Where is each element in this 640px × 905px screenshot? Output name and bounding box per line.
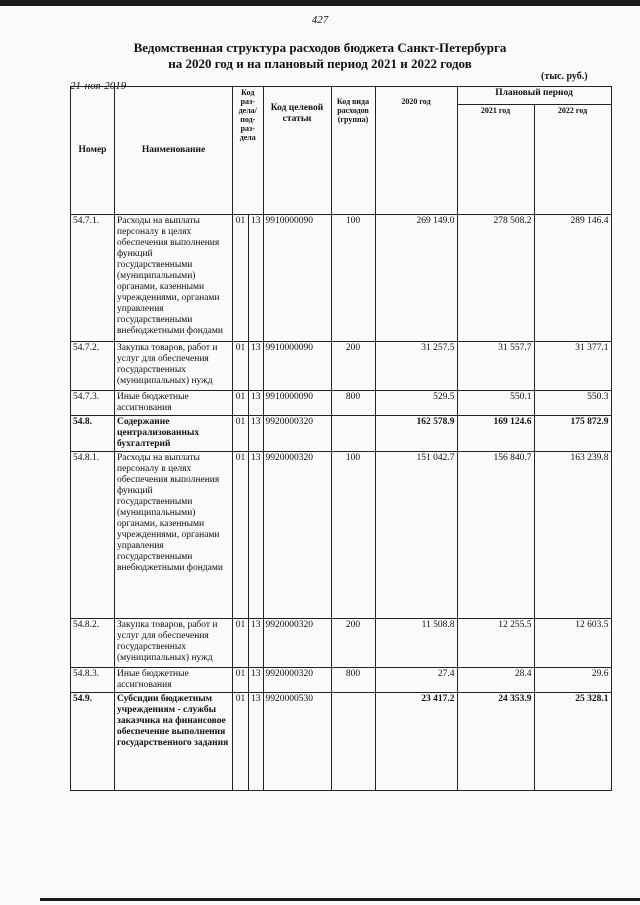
- row-value-2020: 529.5: [375, 391, 457, 416]
- row-value-2020: 151 042.7: [375, 452, 457, 619]
- row-value-2021: 24 353.9: [457, 693, 534, 791]
- row-value-2022: 175 872.9: [534, 416, 611, 452]
- row-expense-type: 100: [331, 452, 375, 619]
- row-target-code: 9920000320: [263, 668, 331, 693]
- table-row: [71, 342, 612, 391]
- row-subsection: 13: [249, 619, 264, 668]
- row-number: 54.7.3.: [71, 391, 115, 416]
- row-section: 01: [233, 391, 249, 416]
- row-target-code: 9920000320: [263, 619, 331, 668]
- document-title-line2: на 2020 год и на плановый период 2021 и 2022 годов: [168, 56, 472, 71]
- row-subsection: 13: [249, 416, 264, 452]
- row-value-2021: 156 840.7: [457, 452, 534, 619]
- table-row: [71, 391, 612, 416]
- row-name: Субсидии бюджетным учреждениям - службы заказчика на финансовое обеспечение выполнения государственного задания: [115, 693, 233, 791]
- row-value-2020: 31 257.5: [375, 342, 457, 391]
- row-value-2020: 269 149.0: [375, 215, 457, 342]
- row-section: 01: [233, 342, 249, 391]
- row-subsection: 13: [249, 342, 264, 391]
- row-number: 54.9.: [71, 693, 115, 791]
- header-2021: 2021 год: [457, 105, 534, 215]
- table-row: [71, 693, 612, 791]
- row-expense-type: [331, 416, 375, 452]
- row-value-2021: 550.1: [457, 391, 534, 416]
- row-target-code: 9920000320: [263, 452, 331, 619]
- row-section: 01: [233, 452, 249, 619]
- row-name: Иные бюджетные ассигнования: [115, 668, 233, 693]
- table-row: [71, 668, 612, 693]
- row-expense-type: 100: [331, 215, 375, 342]
- row-target-code: 9910000090: [263, 342, 331, 391]
- row-subsection: 13: [249, 391, 264, 416]
- header-name: Наименование: [115, 87, 233, 215]
- header-expense-type: Код вида расходов (группа): [331, 87, 375, 215]
- document-title-line1: Ведомственная структура расходов бюджета Санкт-Петербурга: [133, 40, 507, 55]
- row-name: Закупка товаров, работ и услуг для обеспечения государственных (муниципальных) нужд: [115, 342, 233, 391]
- row-number: 54.8.2.: [71, 619, 115, 668]
- scan-bottom-border: [40, 898, 640, 901]
- row-target-code: 9920000320: [263, 416, 331, 452]
- row-name: Расходы на выплаты персоналу в целях обеспечения выполнения функций государственными (муниципальными) органами, казенными учреждениями, органами управления государственными внебюджетными фондами: [115, 215, 233, 342]
- header-section-code: Код раз-дела/ под-раз-дела: [233, 87, 264, 215]
- row-subsection: 13: [249, 452, 264, 619]
- row-value-2020: 23 417.2: [375, 693, 457, 791]
- row-value-2020: 27.4: [375, 668, 457, 693]
- table-row: [71, 452, 612, 619]
- units-label: (тыс. руб.): [541, 71, 588, 82]
- row-expense-type: 200: [331, 619, 375, 668]
- row-subsection: 13: [249, 693, 264, 791]
- document-date: 21-ноя-2019: [70, 80, 127, 92]
- table-row: [71, 416, 612, 452]
- header-number: Номер: [71, 87, 115, 215]
- table-row: [71, 215, 612, 342]
- budget-table: [70, 86, 612, 791]
- row-target-code: 9910000090: [263, 391, 331, 416]
- row-subsection: 13: [249, 215, 264, 342]
- row-value-2021: 12 255.5: [457, 619, 534, 668]
- row-target-code: 9920000530: [263, 693, 331, 791]
- row-section: 01: [233, 668, 249, 693]
- row-section: 01: [233, 693, 249, 791]
- row-value-2021: 169 124.6: [457, 416, 534, 452]
- row-section: 01: [233, 215, 249, 342]
- row-value-2022: 25 328.1: [534, 693, 611, 791]
- row-number: 54.8.3.: [71, 668, 115, 693]
- row-number: 54.7.1.: [71, 215, 115, 342]
- row-name: Иные бюджетные ассигнования: [115, 391, 233, 416]
- row-value-2022: 550.3: [534, 391, 611, 416]
- row-target-code: 9910000090: [263, 215, 331, 342]
- row-name: Расходы на выплаты персоналу в целях обеспечения выполнения функций государственными (муниципальными) органами, казенными учреждениями, органами управления государственными внебюджетными фондами: [115, 452, 233, 619]
- row-expense-type: 200: [331, 342, 375, 391]
- row-name: Содержание централизованных бухгалтерий: [115, 416, 233, 452]
- row-section: 01: [233, 619, 249, 668]
- row-name: Закупка товаров, работ и услуг для обеспечения государственных (муниципальных) нужд: [115, 619, 233, 668]
- header-2020: 2020 год: [375, 87, 457, 215]
- header-2022: 2022 год: [534, 105, 611, 215]
- scan-top-border: [0, 0, 640, 6]
- row-value-2021: 278 508.2: [457, 215, 534, 342]
- row-section: 01: [233, 416, 249, 452]
- row-number: 54.8.: [71, 416, 115, 452]
- row-value-2022: 163 239.8: [534, 452, 611, 619]
- row-subsection: 13: [249, 668, 264, 693]
- row-number: 54.7.2.: [71, 342, 115, 391]
- header-target-code: Код целевой статьи: [263, 87, 331, 215]
- page-number: 427: [311, 14, 329, 26]
- header-planned-period: Плановый период: [457, 87, 611, 105]
- row-value-2022: 31 377.1: [534, 342, 611, 391]
- row-value-2020: 162 578.9: [375, 416, 457, 452]
- row-expense-type: [331, 693, 375, 791]
- row-value-2022: 12 603.5: [534, 619, 611, 668]
- row-value-2022: 289 146.4: [534, 215, 611, 342]
- row-value-2021: 31 557.7: [457, 342, 534, 391]
- row-expense-type: 800: [331, 391, 375, 416]
- row-value-2020: 11 508.8: [375, 619, 457, 668]
- row-number: 54.8.1.: [71, 452, 115, 619]
- table-row: [71, 619, 612, 668]
- row-expense-type: 800: [331, 668, 375, 693]
- row-value-2021: 28.4: [457, 668, 534, 693]
- row-value-2022: 29.6: [534, 668, 611, 693]
